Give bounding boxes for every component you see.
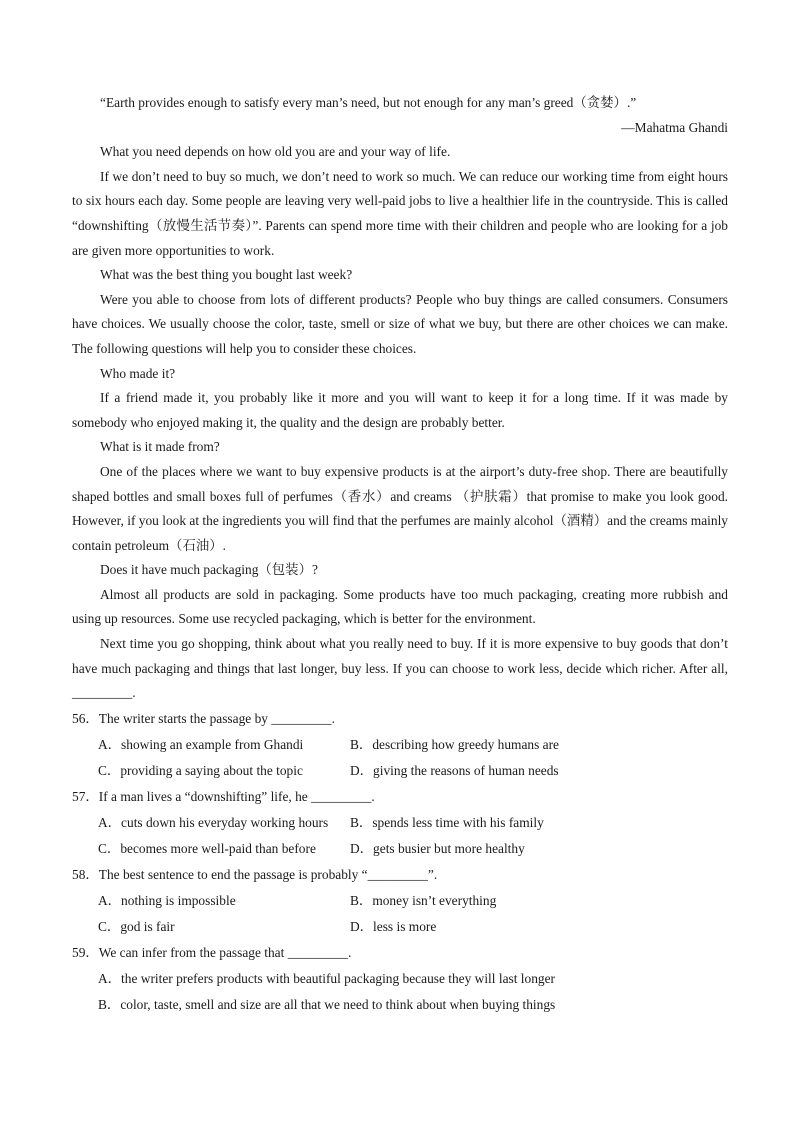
option-c: C．becomes more well-paid than before — [98, 840, 316, 856]
paragraph-8: One of the places where we want to buy expensive products is at the airport’s duty-free shop. There are beautifully shaped bottles and small boxes full of perfumes（香水）and creams （护肤霜）that promise to make you look good. However, if you look at the ingredients you will find that the perfumes are mainly alcohol（酒精）and the creams mainly contain petroleum（石油）. — [72, 463, 728, 553]
option-d: D．giving the reasons of human needs — [350, 762, 559, 778]
question-stem: 57．If a man lives a “downshifting” life, he _________. — [72, 788, 375, 804]
option-b: B．spends less time with his family — [350, 814, 544, 830]
option-a: A．cuts down his everyday working hours — [98, 814, 329, 830]
quote-author: —Mahatma Ghandi — [621, 119, 728, 135]
question-57 — [72, 784, 728, 862]
option-a: A．showing an example from Ghandi — [98, 736, 304, 752]
paragraph-4: Were you able to choose from lots of different products? People who buy things are called consumers. Consumers have choices. We usually choose the color, taste, smell or size of what we buy, but there are other choices we can make. The following questions will help you to consider these choices. — [72, 291, 728, 356]
question-58 — [72, 862, 728, 940]
paragraph-10: Almost all products are sold in packaging. Some products have too much packaging, creating more rubbish and using up resources. Some use recycled packaging, which is better for the environment. — [72, 586, 728, 627]
option-c: C．providing a saying about the topic — [98, 762, 303, 778]
paragraph-6: If a friend made it, you probably like it more and you will want to keep it for a long time. If it was made by somebody who enjoyed making it, the quality and the design are probably better. — [72, 390, 728, 430]
question-56 — [72, 706, 728, 784]
option-b: B．money isn’t everything — [350, 892, 497, 908]
option-b: B．color, taste, smell and size are all that we need to think about when buying things — [98, 996, 556, 1012]
question-stem: 56．The writer starts the passage by _________. — [72, 710, 335, 726]
question-stem: 59．We can infer from the passage that _________. — [72, 944, 352, 960]
paragraph-2: If we don’t need to buy so much, we don’t need to work so much. We can reduce our working time from eight hours to six hours each day. Some people are leaving very well-paid jobs to live a healthier life in the countryside. This is called “downshifting（放慢生活节奏）”. Parents can spend more time with their children and people who are looking for a job are given more opportunities to work. — [72, 168, 728, 258]
question-stem: 58．The best sentence to end the passage is probably “_________”. — [72, 866, 438, 882]
paragraph-3: What was the best thing you bought last week? — [100, 267, 353, 283]
option-b: B．describing how greedy humans are — [350, 736, 559, 752]
paragraph-5: Who made it? — [100, 365, 176, 381]
quote: “Earth provides enough to satisfy every man’s need, but not enough for any man’s greed（贪婪）.” — [100, 95, 637, 110]
question-59 — [72, 940, 728, 1018]
paragraph-1: What you need depends on how old you are and your way of life. — [100, 144, 451, 160]
option-d: D．gets busier but more healthy — [350, 840, 525, 856]
paragraph-7: What is it made from? — [100, 439, 220, 455]
paragraph-9: Does it have much packaging（包装）? — [100, 562, 318, 578]
option-d: D．less is more — [350, 918, 437, 934]
passage-page — [72, 91, 728, 1018]
option-a: A．the writer prefers products with beautiful packaging because they will last longer — [98, 970, 555, 986]
option-c: C．god is fair — [98, 918, 175, 934]
paragraph-11: Next time you go shopping, think about what you really need to buy. If it is more expensive to buy goods that don’t have much packaging and things that last longer, buy less. If you can choose to work less, decide which richer. After all, _________. — [72, 636, 728, 701]
option-a: A．nothing is impossible — [98, 892, 236, 908]
